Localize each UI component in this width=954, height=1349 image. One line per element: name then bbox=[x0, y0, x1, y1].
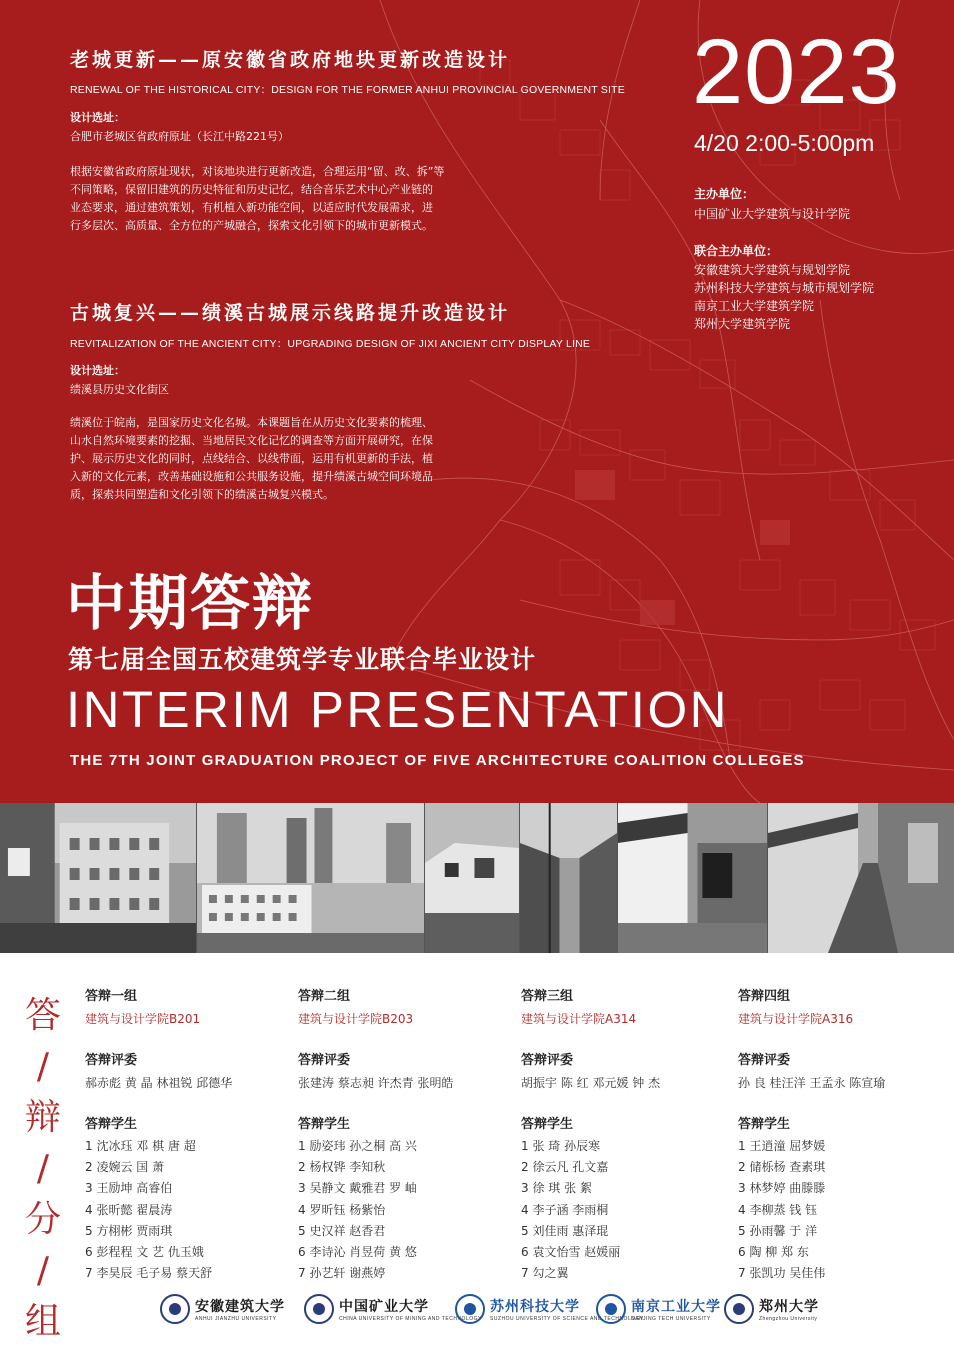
university-emblem-icon bbox=[724, 1294, 754, 1324]
headline-title-cn: 中期答辩 bbox=[66, 569, 314, 639]
student-row: 4 李柳蒸 钱 钰 bbox=[738, 1202, 818, 1217]
university-emblem-icon bbox=[596, 1294, 626, 1324]
project2-desc-line: 质，探索共同塑造和文化引领下的绩溪古城复兴模式。 bbox=[70, 488, 334, 501]
student-row: 4 张昕懿 翟晨涛 bbox=[85, 1202, 173, 1217]
cohost-item: 安徽建筑大学建筑与规划学院 bbox=[694, 263, 851, 277]
students-label: 答辩学生 bbox=[738, 1117, 791, 1132]
judges-list: 孙 良 桂汪洋 王孟永 陈宣瑜 bbox=[738, 1076, 886, 1090]
student-row: 1 张 琦 孙辰寒 bbox=[521, 1139, 601, 1153]
student-row: 2 徐云凡 孔文嘉 bbox=[521, 1160, 609, 1175]
logo-name: 南京工业大学 bbox=[631, 1299, 721, 1315]
project1-title-en: RENEWAL OF THE HISTORICAL CITY：DESIGN FOR THE FORMER ANHUI PROVINCIAL GOVERNMENT SITE bbox=[70, 84, 625, 96]
students-label: 答辩学生 bbox=[85, 1117, 138, 1132]
logo-name-en: Zhengzhou University bbox=[759, 1316, 818, 1322]
project2-desc-line: 入新的文化元素，改善基础设施和公共服务设施，提升绩溪古城空间环境品 bbox=[70, 470, 433, 483]
headline-subtitle-en: THE 7TH JOINT GRADUATION PROJECT OF FIVE ARCHITECTURE COALITION COLLEGES bbox=[70, 752, 805, 769]
student-row: 3 王励坤 高睿伯 bbox=[85, 1181, 173, 1196]
group-room: 建筑与设计学院A314 bbox=[521, 1012, 637, 1026]
vtitle-char: 答 bbox=[24, 995, 61, 1036]
student-row: 2 储栎杨 查素琪 bbox=[738, 1160, 826, 1175]
photo-stone-lane bbox=[768, 803, 954, 953]
vtitle-char: / bbox=[36, 1148, 50, 1189]
group-2 bbox=[298, 985, 453, 1284]
vtitle-char: 分 bbox=[24, 1199, 61, 1240]
headline-title-en: INTERIM PRESENTATION bbox=[66, 681, 729, 738]
group-1 bbox=[85, 985, 232, 1284]
cohost-item: 郑州大学建筑学院 bbox=[694, 317, 791, 331]
student-row: 6 李诗沁 肖昱荷 黄 悠 bbox=[298, 1245, 417, 1260]
logo-zhengzhou-university bbox=[724, 1290, 819, 1328]
logo-anhui-jianzhu-university bbox=[160, 1290, 285, 1328]
cohost-label: 联合主办单位： bbox=[694, 244, 779, 258]
group-room: 建筑与设计学院B203 bbox=[298, 1012, 414, 1026]
project2-desc-line: 绩溪位于皖南，是国家历史文化名城。本课题旨在从历史文化要素的梳理、 bbox=[70, 416, 433, 429]
logo-name-en: SUZHOU UNIVERSITY OF SCIENCE AND TECHNOLOGY bbox=[490, 1316, 644, 1322]
project2-title: 古城复兴——绩溪古城展示线路提升改造设计 bbox=[70, 302, 511, 324]
student-row: 5 刘佳雨 惠泽琨 bbox=[521, 1223, 609, 1238]
group-room: 建筑与设计学院A316 bbox=[738, 1012, 854, 1026]
student-row: 5 孙雨馨 于 洋 bbox=[738, 1223, 818, 1238]
student-row: 2 杨权铧 李知秋 bbox=[298, 1160, 386, 1175]
vtitle-char: 辩 bbox=[24, 1097, 61, 1138]
photo-old-street bbox=[520, 803, 618, 953]
judges-label: 答辩评委 bbox=[521, 1053, 574, 1068]
logo-name: 中国矿业大学 bbox=[339, 1299, 429, 1315]
project2-desc-line: 护、展示历史文化的同时，点线结合、以线带面，运用有机更新的手法，植 bbox=[70, 452, 433, 465]
judges-label: 答辩评委 bbox=[298, 1053, 351, 1068]
logo-name-en: NANJING TECH UNIVERSITY bbox=[631, 1316, 711, 1322]
group-3 bbox=[521, 985, 660, 1284]
group-4 bbox=[738, 985, 885, 1284]
judges-list: 郝赤彪 黄 晶 林祖锐 邱德华 bbox=[85, 1076, 233, 1090]
university-emblem-icon bbox=[304, 1294, 334, 1324]
project1-desc-line: 业态要求，通过建筑策划，有机植入新功能空间，以适应时代发展需求，进 bbox=[70, 201, 433, 214]
project1-site-label: 设计选址： bbox=[70, 111, 125, 124]
judges-label: 答辩评委 bbox=[85, 1053, 138, 1068]
university-emblem-icon bbox=[455, 1294, 485, 1324]
group-name: 答辩四组 bbox=[738, 989, 791, 1004]
student-row: 7 李昊辰 毛子易 蔡天舒 bbox=[85, 1266, 213, 1281]
host-name: 中国矿业大学建筑与设计学院 bbox=[694, 207, 851, 221]
student-row: 2 凌婉云 国 萧 bbox=[85, 1160, 165, 1175]
logo-name: 安徽建筑大学 bbox=[195, 1299, 285, 1315]
group-room: 建筑与设计学院B201 bbox=[85, 1012, 201, 1026]
headline-subtitle-cn: 第七届全国五校建筑学专业联合毕业设计 bbox=[68, 645, 537, 674]
logo-name: 郑州大学 bbox=[759, 1299, 819, 1315]
judges-list: 张建涛 蔡志昶 许杰青 张明皓 bbox=[298, 1076, 454, 1090]
logo-name-en: ANHUI JIANZHU UNIVERSITY bbox=[195, 1316, 277, 1322]
photo-strip bbox=[0, 803, 954, 953]
cohost-item: 南京工业大学建筑学院 bbox=[694, 299, 815, 313]
students-list bbox=[521, 1136, 660, 1284]
group-name: 答辩一组 bbox=[85, 989, 138, 1004]
photo-city-towers bbox=[197, 803, 425, 953]
logo-nanjing-tech-university bbox=[596, 1290, 721, 1328]
cohost-list bbox=[694, 261, 874, 333]
photo-old-government-building bbox=[0, 803, 197, 953]
vtitle-char: / bbox=[36, 1250, 50, 1291]
event-year: 2023 bbox=[692, 21, 901, 123]
student-row: 6 陶 柳 郑 东 bbox=[738, 1245, 809, 1260]
student-row: 3 林梦婷 曲滕滕 bbox=[738, 1181, 826, 1196]
university-emblem-icon bbox=[160, 1294, 190, 1324]
logo-name: 苏州科技大学 bbox=[490, 1299, 580, 1315]
cohost-item: 苏州科技大学建筑与城市规划学院 bbox=[694, 281, 875, 295]
student-row: 5 方栩彬 贾雨琪 bbox=[85, 1223, 173, 1238]
student-row: 1 沈冰珏 邓 棋 唐 超 bbox=[85, 1139, 196, 1153]
student-row: 4 李子涵 李雨桐 bbox=[521, 1202, 609, 1217]
student-row: 4 罗昕钰 杨紫怡 bbox=[298, 1202, 386, 1217]
photo-ancient-house bbox=[425, 803, 520, 953]
judges-list: 胡振宇 陈 红 邓元媛 钟 杰 bbox=[521, 1076, 661, 1090]
group-name: 答辩三组 bbox=[521, 989, 574, 1004]
logo-name-en: CHINA UNIVERSITY OF MINING AND TECHNOLOGY bbox=[339, 1316, 482, 1322]
vtitle-char: / bbox=[36, 1046, 50, 1087]
student-row: 5 史汉祥 赵香君 bbox=[298, 1223, 386, 1238]
group-name: 答辩二组 bbox=[298, 989, 351, 1004]
student-row: 7 勾之翼 bbox=[521, 1266, 569, 1281]
student-row: 7 孙艺轩 谢燕婷 bbox=[298, 1266, 386, 1281]
students-list bbox=[85, 1136, 232, 1284]
groups-vertical-title bbox=[18, 990, 68, 1347]
students-label: 答辩学生 bbox=[298, 1117, 351, 1132]
project1-desc-line: 不同策略，保留旧建筑的历史特征和历史记忆，结合音乐艺术中心产业链的 bbox=[70, 183, 433, 196]
project1-desc-line: 行多层次、高质量、全方位的产城融合，探索文化引领下的城市更新模式。 bbox=[70, 219, 433, 232]
student-row: 6 彭程程 文 艺 仇玉娥 bbox=[85, 1245, 204, 1260]
students-list bbox=[738, 1136, 885, 1284]
photo-alley-with-car bbox=[618, 803, 768, 953]
host-label: 主办单位： bbox=[694, 187, 755, 201]
project2-title-en: REVITALIZATION OF THE ANCIENT CITY：UPGRADING DESIGN OF JIXI ANCIENT CITY DISPLAY LINE bbox=[70, 338, 591, 350]
judges-label: 答辩评委 bbox=[738, 1053, 791, 1068]
student-row: 1 励姿玮 孙之桐 高 兴 bbox=[298, 1139, 417, 1153]
project1-site: 合肥市老城区省政府原址（长江中路221号） bbox=[70, 130, 289, 143]
vtitle-char: 组 bbox=[24, 1301, 61, 1342]
project2-site-label: 设计选址： bbox=[70, 364, 125, 377]
student-row: 3 吴静文 戴雅君 罗 岫 bbox=[298, 1181, 417, 1196]
project1-description bbox=[70, 163, 500, 235]
project2-description bbox=[70, 414, 500, 504]
project2-site: 绩溪县历史文化街区 bbox=[70, 383, 169, 396]
project2-desc-line: 山水自然环境要素的挖掘、当地居民文化记忆的调查等方面开展研究，在保 bbox=[70, 434, 433, 447]
student-row: 7 张凯功 吴佳伟 bbox=[738, 1266, 826, 1281]
student-row: 3 徐 琪 张 絮 bbox=[521, 1181, 592, 1196]
student-row: 1 王逍潼 屈梦媛 bbox=[738, 1139, 826, 1153]
project1-title: 老城更新——原安徽省政府地块更新改造设计 bbox=[70, 49, 511, 71]
students-label: 答辩学生 bbox=[521, 1117, 574, 1132]
student-row: 6 袁文怡雪 赵媛丽 bbox=[521, 1245, 621, 1260]
project1-desc-line: 根据安徽省政府原址现状，对该地块进行更新改造，合理运用“留、改、拆”等 bbox=[70, 165, 445, 178]
event-datetime: 4/20 2:00-5:00pm bbox=[694, 130, 875, 156]
students-list bbox=[298, 1136, 453, 1284]
